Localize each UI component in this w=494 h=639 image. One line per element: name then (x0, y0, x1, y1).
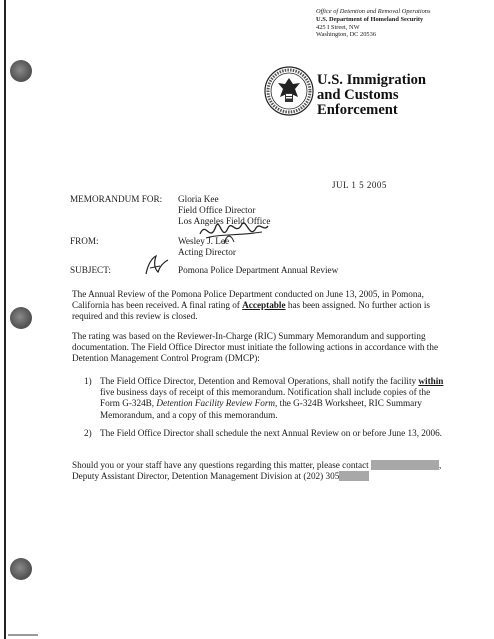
memo-subject: Pomona Police Department Annual Review (178, 265, 339, 275)
sender-name: Wesley J. Lee (178, 236, 230, 246)
closing-comma: , (439, 460, 442, 470)
closing-text-a: Should you or your staff have any questions regarding this matter, please contact (72, 460, 369, 470)
street-address: 425 I Street, NW (316, 23, 360, 31)
closing-text-b: Deputy Assistant Director, Detention Management Division at (202) 305 (72, 471, 340, 482)
rating-text-start: The Annual Review of the Pomona Police Department conducted on June 13, 2005, in Pomona, California has been received. A final rating of (72, 289, 424, 311)
list-item (84, 428, 450, 452)
item1-within: within (418, 376, 444, 386)
recipient-office: Los Angeles Field Office (178, 216, 271, 227)
memo-for-label: MEMORANDUM FOR: (70, 194, 163, 204)
handwritten-signature-icon (196, 214, 272, 250)
recipient-name: Gloria Kee (178, 194, 219, 204)
agency-line-2: and Customs (317, 87, 399, 103)
city-address: Washington, DC 20536 (316, 31, 377, 39)
list-item-text (100, 376, 452, 421)
paragraph-closing (72, 460, 464, 482)
recipient-title: Field Office Director (178, 205, 256, 216)
memo-subject-label: SUBJECT: (70, 265, 111, 275)
item1-form-name: Detention Facility Review Form (156, 398, 276, 409)
handwritten-initials-icon (142, 252, 172, 278)
letterhead-address (316, 8, 430, 39)
punch-hole-top (10, 60, 32, 82)
paragraph-rating (72, 289, 450, 323)
department-name: U.S. Department of Homeland Security (316, 15, 424, 23)
item1-text-c: , the G-324B Worksheet, RIC Summary Memorandum, and a copy of this memorandum. (100, 398, 422, 420)
list-item (84, 376, 450, 422)
memo-from-label: FROM: (70, 236, 99, 246)
office-name: Office of Detention and Removal Operations (316, 8, 431, 15)
punch-hole-bottom (10, 558, 32, 580)
agency-line-3: Enforcement (317, 102, 398, 118)
received-date-stamp: JUL 1 5 2005 (332, 180, 387, 190)
list-number: 1) (84, 376, 92, 386)
scan-edge-line (4, 0, 6, 639)
rating-value: Acceptable (242, 300, 286, 311)
list-item-text: The Field Office Director shall schedule the next Annual Review on or before June 13, 2006. (100, 428, 442, 438)
agency-line-1: U.S. Immigration (317, 72, 427, 88)
sender-title: Acting Director (178, 247, 236, 258)
scan-bottom-mark (8, 634, 38, 636)
redaction-box (339, 471, 369, 481)
item1-text-b: five business days of receipt of this memorandum. Notification shall include copies of the Form G-324B, (100, 387, 431, 409)
dhs-seal-icon (264, 66, 314, 116)
list-number: 2) (84, 428, 92, 438)
punch-hole-middle (10, 307, 32, 329)
rating-text-end: has been assigned. No further action is required and this review is closed. (72, 300, 430, 322)
agency-name (317, 73, 426, 118)
item1-text-a: The Field Office Director, Detention and Removal Operations, shall notify the facility (100, 376, 419, 386)
paragraph-basis: The rating was based on the Reviewer-In-Charge (RIC) Summary Memorandum and supporting documentation. The Field Office Director must initiate the following actions in accordance with the Detention Management Control Program (DMCP): (72, 331, 439, 364)
redaction-box (371, 460, 442, 470)
